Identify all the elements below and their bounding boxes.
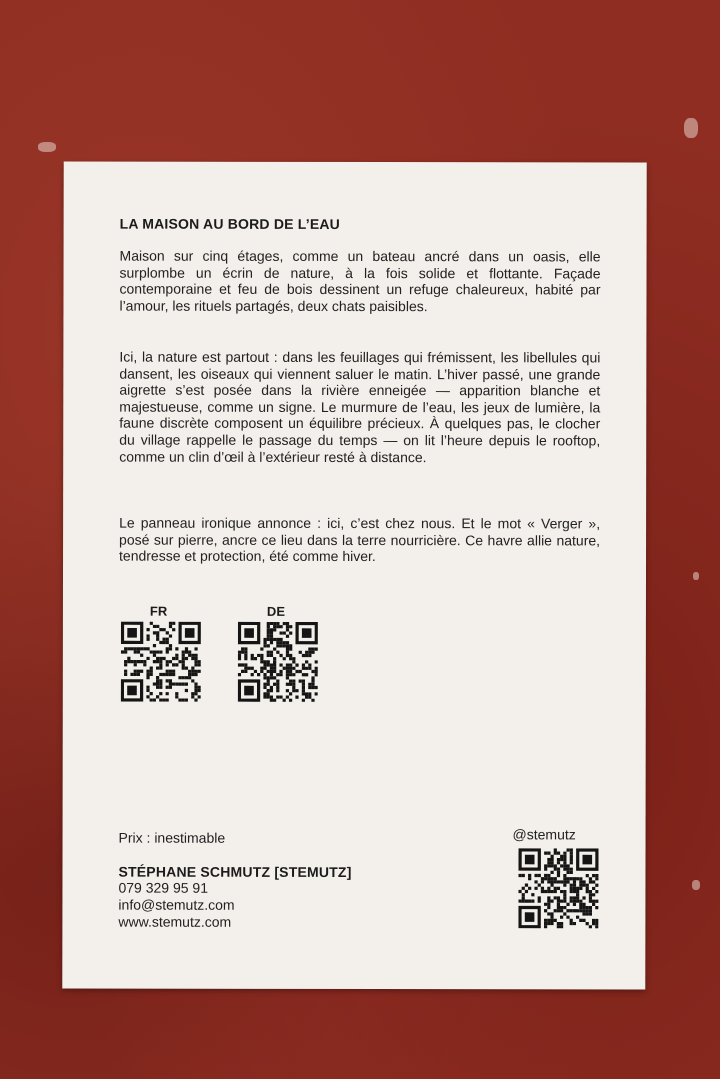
description-paragraph-1: Maison sur cinq étages, comme un bateau ancré dans un oasis, elle surplombe un écrin de nature, à la fois solide et flottante. Façade contemporaine et feu de bois dessinent un refuge chaleureux, habité par l’amour, les rituels partagés, deux chats paisibles. [119, 247, 601, 314]
paint-chip [692, 880, 700, 890]
qr-code-instagram[interactable] [518, 848, 598, 928]
qr-code-de[interactable] [238, 622, 318, 702]
social-handle: @stemutz [512, 826, 576, 843]
description-paragraph-2: Ici, la nature est partout : dans les feuillages qui frémissent, les libellules qui dansent, les oiseaux qui viennent saluer le matin. L’hiver passé, une grande aigrette s’est posée dans la rivière enneigée — apparition blanche et majestueuse, comme un signe. Le murmure de l’eau, les jeux de lumière, la faune discrète composent un équilibre précieux. À quelques pas, le clocher du village rappelle le passage du temps — on lit l’heure depuis le rooftop, comme un clin d’œil à l’extérieur resté à distance. [119, 348, 601, 465]
phone-number: 079 329 95 91 [118, 879, 209, 896]
qr-de-label: DE [266, 603, 286, 619]
qr-code-fr[interactable] [121, 622, 201, 702]
price-text: Prix : inestimable [118, 829, 226, 846]
paint-chip [684, 118, 698, 138]
artist-name: STÉPHANE SCHMUTZ [STEMUTZ] [118, 863, 352, 880]
qr-fr-label: FR [149, 603, 168, 619]
paint-chip [38, 142, 56, 152]
website-url: www.stemutz.com [118, 913, 232, 930]
card-title: LA MAISON AU BORD DE L’EAU [119, 215, 341, 232]
artwork-label-card [62, 161, 646, 989]
email-address: info@stemutz.com [118, 896, 235, 913]
paint-chip [693, 572, 699, 580]
description-paragraph-3: Le panneau ironique annonce : ici, c’est chez nous. Et le mot « Verger », posé sur pierre, ancre ce lieu dans la terre nourricière. Ce havre allie nature, tendresse et protection, été comme hiver. [119, 514, 601, 565]
